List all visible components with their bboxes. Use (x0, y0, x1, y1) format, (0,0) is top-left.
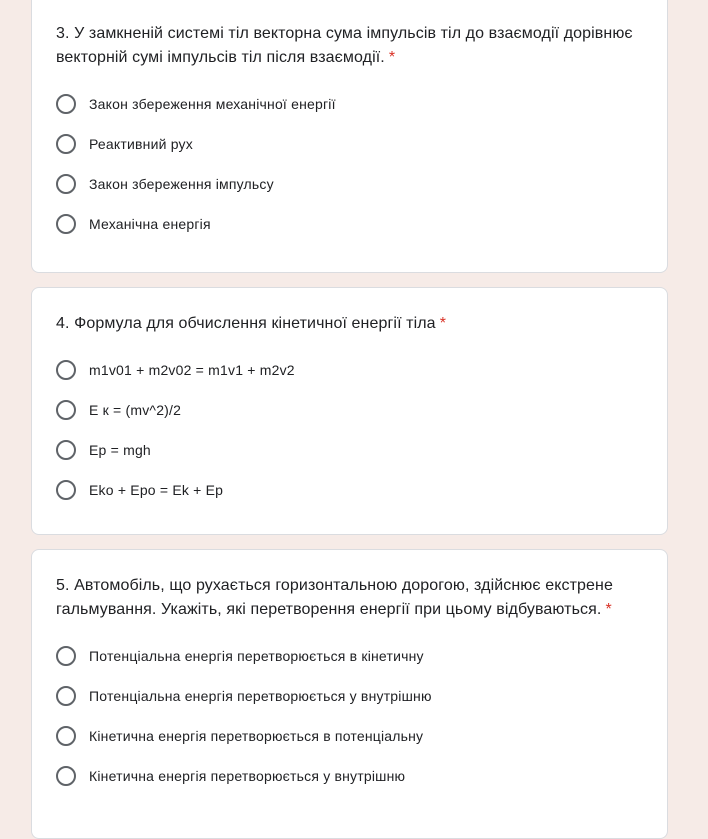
question-title: 4. Формула для обчислення кінетичної енергії тіла * (56, 315, 447, 332)
radio-option[interactable] (56, 756, 643, 796)
question-card-3 (31, 0, 668, 273)
radio-group (56, 84, 643, 244)
radio-button[interactable] (56, 726, 76, 746)
radio-option[interactable] (56, 390, 643, 430)
radio-button[interactable] (56, 646, 76, 666)
radio-option[interactable] (56, 204, 643, 244)
radio-option[interactable] (56, 164, 643, 204)
required-asterisk: * (605, 601, 612, 618)
radio-button[interactable] (56, 686, 76, 706)
radio-button[interactable] (56, 134, 76, 154)
radio-option[interactable] (56, 124, 643, 164)
radio-option[interactable] (56, 84, 643, 124)
question-title: 3. У замкненій системі тіл векторна сума імпульсів тіл до взаємодії дорівнює векторній сумі імпульсів тіл після взаємодії. * (56, 25, 633, 66)
option-label: Реактивний рух (89, 136, 193, 152)
question-title: 5. Автомобіль, що рухається горизонтальною дорогою, здійснює екстрене гальмування. Укажіть, які перетворення енергії при цьому відбуваються. * (56, 577, 613, 618)
radio-button[interactable] (56, 766, 76, 786)
option-label: Ep = mgh (89, 442, 151, 458)
radio-group (56, 350, 643, 510)
option-label: Кінетична енергія перетворюється у внутрішню (89, 768, 406, 784)
radio-button[interactable] (56, 94, 76, 114)
radio-button[interactable] (56, 440, 76, 460)
option-label: Механічна енергія (89, 216, 211, 232)
question-card-4 (31, 287, 668, 535)
radio-button[interactable] (56, 174, 76, 194)
option-label: Потенціальна енергія перетворюється у внутрішню (89, 688, 432, 704)
radio-option[interactable] (56, 470, 643, 510)
radio-button[interactable] (56, 214, 76, 234)
question-card-5 (31, 549, 668, 839)
option-label: m1v01 + m2v02 = m1v1 + m2v2 (89, 362, 295, 378)
radio-button[interactable] (56, 480, 76, 500)
radio-option[interactable] (56, 716, 643, 756)
radio-button[interactable] (56, 400, 76, 420)
option-label: Eko + Epo = Ek + Ep (89, 482, 224, 498)
option-label: Закон збереження імпульсу (89, 176, 274, 192)
required-asterisk: * (388, 49, 396, 66)
radio-button[interactable] (56, 360, 76, 380)
radio-option[interactable] (56, 350, 643, 390)
radio-group (56, 636, 643, 796)
option-label: E к = (mv^2)/2 (89, 402, 182, 418)
option-label: Кінетична енергія перетворюється в потенціальну (89, 728, 424, 744)
radio-option[interactable] (56, 430, 643, 470)
required-asterisk: * (439, 315, 447, 332)
radio-option[interactable] (56, 676, 643, 716)
radio-option[interactable] (56, 636, 643, 676)
option-label: Потенціальна енергія перетворюється в кінетичну (89, 648, 424, 664)
option-label: Закон збереження механічної енергії (89, 96, 336, 112)
